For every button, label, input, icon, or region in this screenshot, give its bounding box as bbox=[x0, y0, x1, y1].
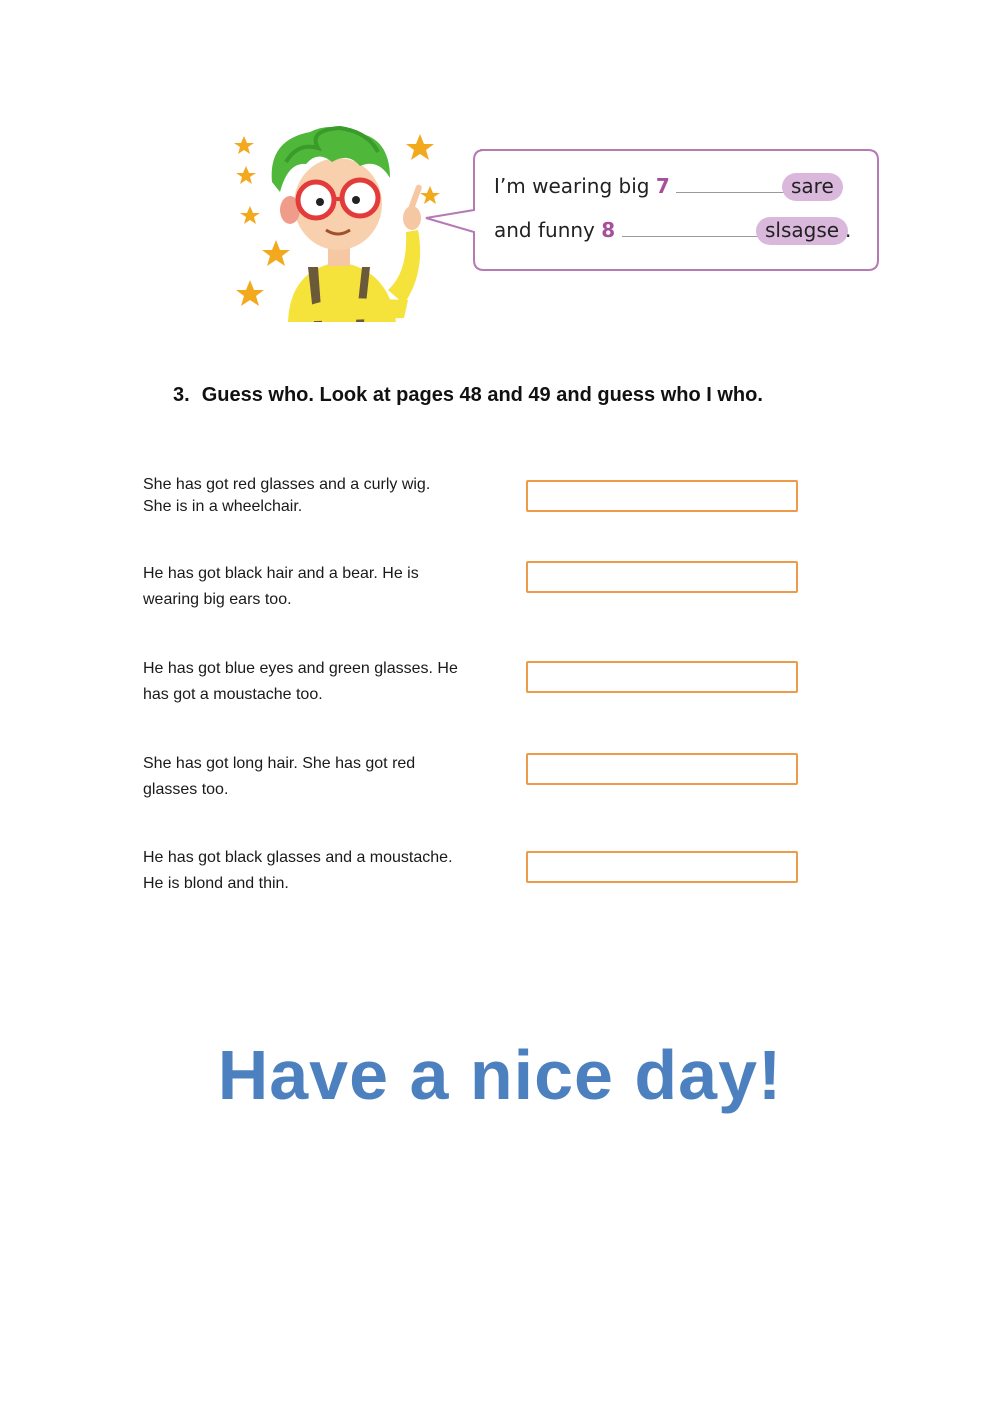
clue-1 bbox=[143, 474, 483, 518]
answer-box-4[interactable] bbox=[526, 753, 798, 785]
item-number-8: 8 bbox=[601, 218, 616, 242]
clue-1-line-2: She is in a wheelchair. bbox=[143, 498, 303, 515]
clue-2 bbox=[143, 561, 483, 613]
bubble-line-2-text: and funny bbox=[494, 218, 595, 242]
bubble-line-1 bbox=[494, 174, 792, 198]
answer-box-3[interactable] bbox=[526, 661, 798, 693]
clue-2-line-1: He has got black hair and a bear. He is bbox=[143, 565, 419, 582]
closing-message: Have a nice day! bbox=[217, 1036, 783, 1114]
clue-5 bbox=[143, 845, 483, 897]
answer-blank-8[interactable] bbox=[622, 218, 762, 237]
clue-3 bbox=[143, 656, 483, 708]
item-number-7: 7 bbox=[655, 174, 670, 198]
clue-4-line-2: glasses too. bbox=[143, 781, 229, 798]
clue-3-line-1: He has got blue eyes and green glasses. He bbox=[143, 660, 458, 677]
clue-3-line-2: has got a moustache too. bbox=[143, 686, 323, 703]
clue-4 bbox=[143, 751, 483, 803]
exercise-instruction: Guess who. Look at pages 48 and 49 and guess who I who. bbox=[201, 384, 763, 406]
answer-box-1[interactable] bbox=[526, 480, 798, 512]
scrambled-word-hint-8: slsagse bbox=[756, 217, 848, 245]
scrambled-word-hint-7: sare bbox=[782, 173, 843, 201]
bubble-line-2 bbox=[494, 218, 762, 242]
exercise-number: 3. bbox=[173, 384, 190, 406]
clue-4-line-1: She has got long hair. She has got red bbox=[143, 755, 416, 772]
bubble-period: . bbox=[845, 218, 852, 242]
bubble-line-1-text: I’m wearing big bbox=[494, 174, 650, 198]
clue-2-line-2: wearing big ears too. bbox=[143, 591, 292, 608]
clue-5-line-2: He is blond and thin. bbox=[143, 875, 289, 892]
answer-box-2[interactable] bbox=[526, 561, 798, 593]
speech-bubble bbox=[420, 146, 882, 276]
clue-1-line-1: She has got red glasses and a curly wig. bbox=[143, 476, 431, 493]
exercise-heading bbox=[173, 384, 763, 407]
clue-5-line-1: He has got black glasses and a moustache. bbox=[143, 849, 453, 866]
answer-blank-7[interactable] bbox=[676, 174, 792, 193]
answer-box-5[interactable] bbox=[526, 851, 798, 883]
boy-illustration bbox=[228, 122, 450, 322]
